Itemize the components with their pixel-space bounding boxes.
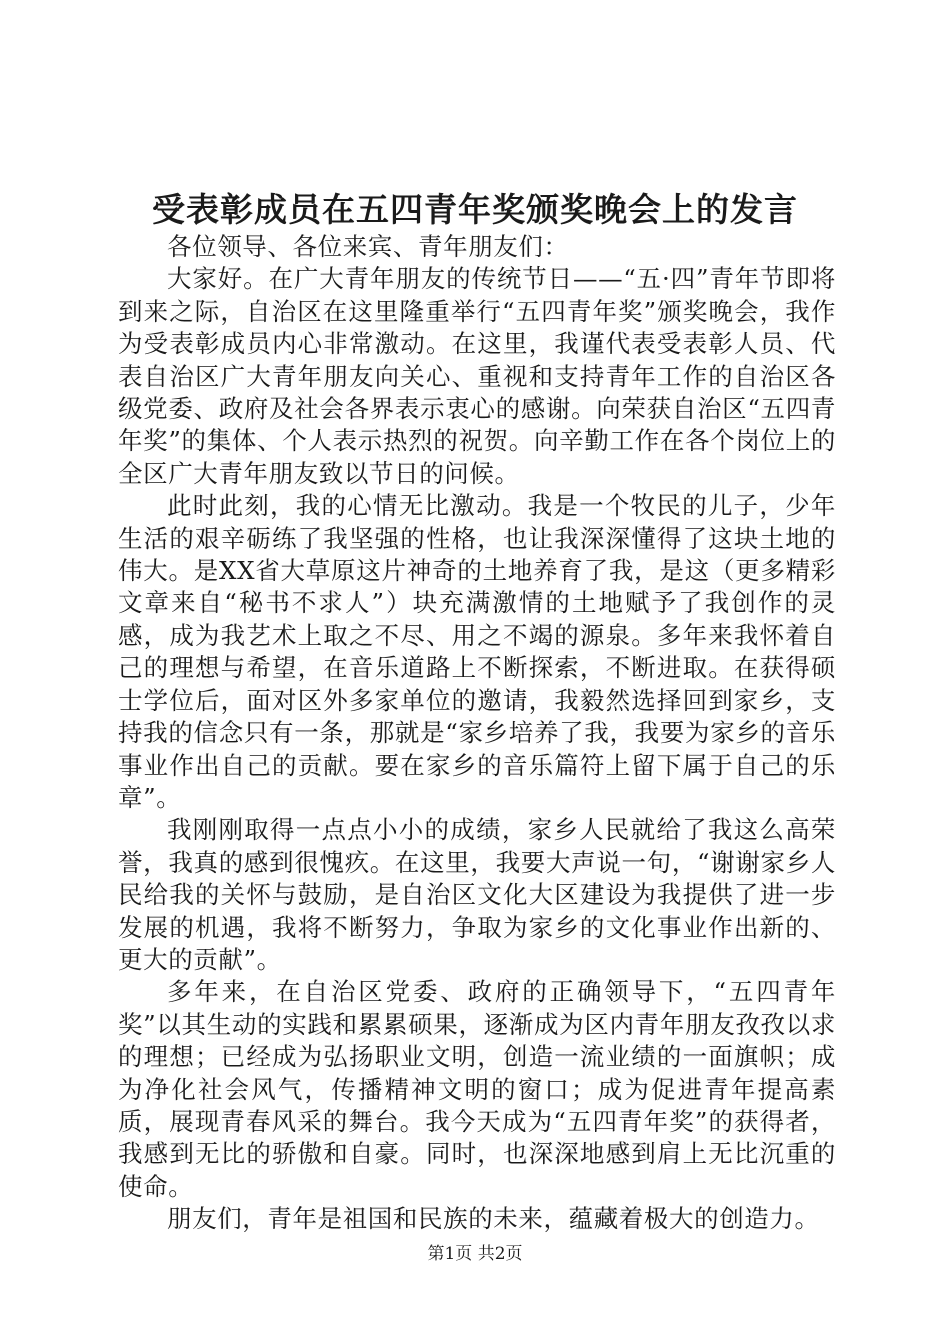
body-paragraph: 我刚刚取得一点点小小的成绩，家乡人民就给了我这么高荣誉，我真的感到很愧疚。在这里，我要大声说一句，“谢谢家乡人民给我的关怀与鼓励，是自治区文化大区建设为我提供了进一步发展的机遇，我将不断努力，争取为家乡的文化事业作出新的、更大的贡献”。 xyxy=(118,815,836,974)
body-paragraph: 大家好。在广大青年朋友的传统节日——“五·四”青年节即将到来之际，自治区在这里隆重举行“五四青年奖”颁奖晚会，我作为受表彰成员内心非常激动。在这里，我谨代表受表彰人员、代表自治区广大青年朋友向关心、重视和支持青年工作的自治区各级党委、政府及社会各界表示衷心的感谢。向荣获自治区“五四青年奖”的集体、个人表示热烈的祝贺。向辛勤工作在各个岗位上的全区广大青年朋友致以节日的问候。 xyxy=(118,264,836,488)
body-paragraph: 此时此刻，我的心情无比激动。我是一个牧民的儿子，少年生活的艰辛砺练了我坚强的性格，也让我深深懂得了这块土地的伟大。是XX省大草原这片神奇的土地养育了我，是这（更多精彩文章来自“秘书不求人”）块充满激情的土地赋予了我创作的灵感，成为我艺术上取之不尽、用之不竭的源泉。多年来我怀着自己的理想与希望，在音乐道路上不断探索，不断进取。在获得硕士学位后，面对区外多家单位的邀请，我毅然选择回到家乡，支持我的信念只有一条，那就是“家乡培养了我，我要为家乡的音乐事业作出自己的贡献。要在家乡的音乐篇符上留下属于自己的乐章”。 xyxy=(118,491,836,812)
document-title: 受表彰成员在五四青年奖颁奖晚会上的发言 xyxy=(152,190,798,229)
page-number: 第1页 共2页 xyxy=(427,1244,523,1264)
salutation-paragraph: 各位领导、各位来宾、青年朋友们： xyxy=(167,232,569,261)
document-body xyxy=(118,231,836,1236)
page-footer xyxy=(0,1242,950,1266)
body-paragraph: 多年来，在自治区党委、政府的正确领导下，“五四青年奖”以其生动的实践和累累硕果，逐渐成为区内青年朋友孜孜以求的理想；已经成为弘扬职业文明，创造一流业绩的一面旗帜；成为净化社会风气，传播精神文明的窗口；成为促进青年提高素质，展现青春风采的舞台。我今天成为“五四青年奖”的获得者，我感到无比的骄傲和自豪。同时，也深深地感到肩上无比沉重的使命。 xyxy=(118,977,836,1201)
body-paragraph: 朋友们，青年是祖国和民族的未来，蕴藏着极大的创造力。 xyxy=(167,1204,820,1234)
